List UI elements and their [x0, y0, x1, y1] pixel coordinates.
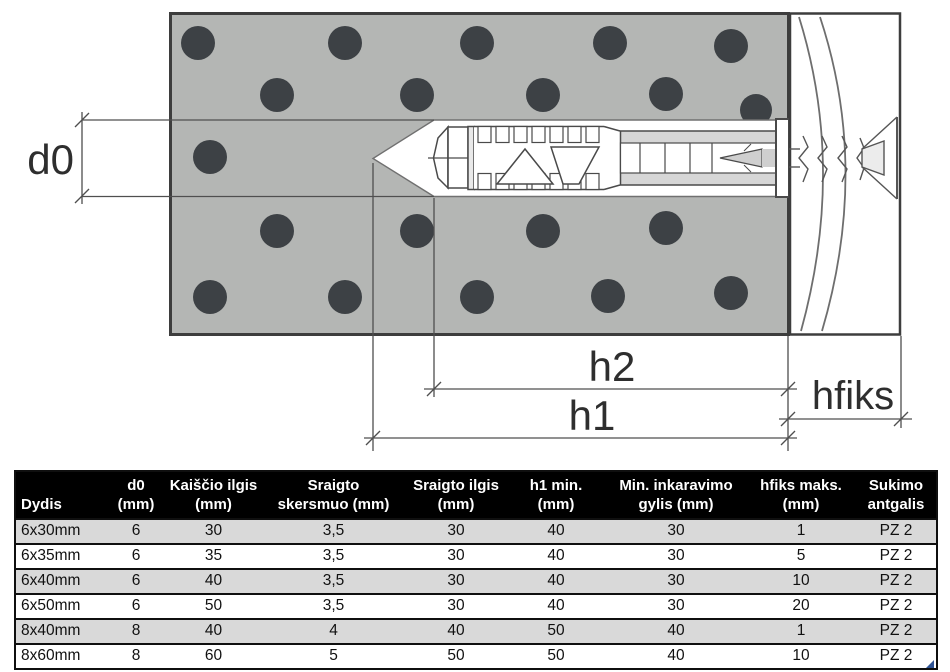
cell-hfiks-max: 20 — [746, 594, 856, 619]
cell-h1-min: 40 — [506, 544, 606, 569]
cell-screw-length: 40 — [406, 619, 506, 644]
cell-screw-length: 50 — [406, 644, 506, 669]
col-header-anchor-depth: Min. inkaravimo gylis (mm) — [606, 471, 746, 519]
spec-table — [14, 470, 938, 670]
cell-drive-bit: PZ 2 — [856, 619, 937, 644]
cell-screw-length: 30 — [406, 569, 506, 594]
cell-size: 6x50mm — [15, 594, 106, 619]
cell-anchor-depth: 40 — [606, 644, 746, 669]
cell-d0: 6 — [106, 544, 166, 569]
cell-plug-length: 35 — [166, 544, 261, 569]
cell-size: 8x40mm — [15, 619, 106, 644]
plug-collar — [776, 119, 789, 197]
col-header-d0: d0 (mm) — [106, 471, 166, 519]
cell-d0: 6 — [106, 569, 166, 594]
cell-plug-length: 50 — [166, 594, 261, 619]
col-header-screw-diameter: Sraigto skersmuo (mm) — [261, 471, 406, 519]
label-d0: d0 — [27, 136, 74, 183]
cell-hfiks-max: 1 — [746, 519, 856, 544]
cell-h1-min: 40 — [506, 594, 606, 619]
cell-size: 6x35mm — [15, 544, 106, 569]
table-row — [15, 594, 937, 619]
col-header-h1-min: h1 min. (mm) — [506, 471, 606, 519]
cell-h1-min: 50 — [506, 644, 606, 669]
cell-h1-min: 40 — [506, 569, 606, 594]
cell-screw-diameter: 4 — [261, 619, 406, 644]
label-hfiks: hfiks — [811, 374, 895, 418]
cell-drive-bit: PZ 2 — [856, 644, 937, 669]
plug-teeth-top — [478, 127, 599, 143]
spec-table-container — [14, 470, 936, 670]
cell-drive-bit: PZ 2 — [856, 519, 937, 544]
header-row — [15, 471, 937, 519]
cell-screw-length: 30 — [406, 544, 506, 569]
cell-hfiks-max: 10 — [746, 644, 856, 669]
cell-drive-bit: PZ 2 — [856, 569, 937, 594]
cell-screw-length: 30 — [406, 594, 506, 619]
cell-h1-min: 40 — [506, 519, 606, 544]
cell-plug-length: 30 — [166, 519, 261, 544]
label-h2: h2 — [588, 343, 636, 390]
cell-plug-length: 40 — [166, 569, 261, 594]
cell-plug-length: 40 — [166, 619, 261, 644]
cell-drive-bit: PZ 2 — [856, 544, 937, 569]
cell-anchor-depth: 30 — [606, 569, 746, 594]
cell-h1-min: 50 — [506, 619, 606, 644]
cell-hfiks-max: 1 — [746, 619, 856, 644]
cell-d0: 6 — [106, 594, 166, 619]
table-row — [15, 569, 937, 594]
cell-d0: 8 — [106, 619, 166, 644]
cell-screw-diameter: 3,5 — [261, 544, 406, 569]
cell-screw-diameter: 5 — [261, 644, 406, 669]
col-header-hfiks-max: hfiks maks. (mm) — [746, 471, 856, 519]
cell-screw-diameter: 3,5 — [261, 519, 406, 544]
cell-drive-bit: PZ 2 — [856, 594, 937, 619]
col-header-drive-bit: Sukimo antgalis — [856, 471, 937, 519]
cell-plug-length: 60 — [166, 644, 261, 669]
table-row — [15, 619, 937, 644]
cell-size: 6x40mm — [15, 569, 106, 594]
col-header-dydis: Dydis — [15, 471, 106, 519]
cell-screw-diameter: 3,5 — [261, 569, 406, 594]
cell-anchor-depth: 40 — [606, 619, 746, 644]
cell-size: 6x30mm — [15, 519, 106, 544]
cell-size: 8x60mm — [15, 644, 106, 669]
cell-screw-diameter: 3,5 — [261, 594, 406, 619]
table-row — [15, 519, 937, 544]
cell-hfiks-max: 5 — [746, 544, 856, 569]
cell-hfiks-max: 10 — [746, 569, 856, 594]
cell-screw-length: 30 — [406, 519, 506, 544]
cell-d0: 8 — [106, 644, 166, 669]
col-header-screw-length: Sraigto ilgis (mm) — [406, 471, 506, 519]
col-header-plug-length: Kaiščio ilgis (mm) — [166, 471, 261, 519]
cell-anchor-depth: 30 — [606, 519, 746, 544]
cell-anchor-depth: 30 — [606, 594, 746, 619]
table-row — [15, 644, 937, 669]
cell-anchor-depth: 30 — [606, 544, 746, 569]
table-corner-marker — [926, 660, 934, 668]
table-row — [15, 544, 937, 569]
label-h1: h1 — [568, 392, 616, 439]
cell-d0: 6 — [106, 519, 166, 544]
